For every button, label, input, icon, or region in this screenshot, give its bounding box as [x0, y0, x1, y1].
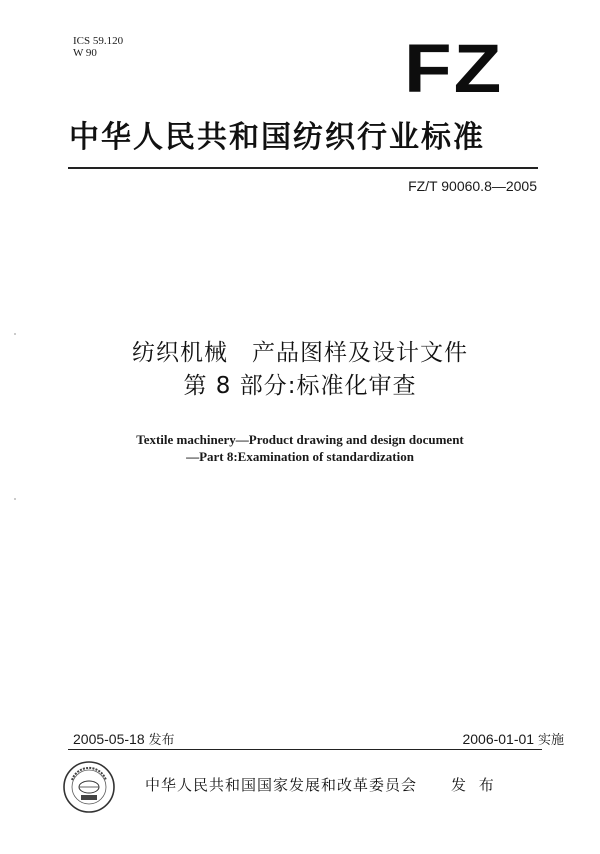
issue-date-block — [73, 731, 175, 749]
issue-label: 发布 — [148, 733, 175, 748]
standard-number: FZ/T 90060.8—2005 — [408, 178, 537, 194]
issuer-seal-icon — [62, 760, 116, 814]
issue-date: 2005-05-18 — [73, 731, 145, 747]
implement-label: 实施 — [537, 733, 564, 748]
implement-date-block — [462, 731, 564, 749]
issue-word: 发 布 — [451, 776, 498, 794]
title-zh-line2: 第 8 部分:标准化审查 — [183, 373, 417, 399]
title-zh-line1: 纺织机械 产品图样及设计文件 — [132, 340, 468, 366]
title-en-line1: Textile machinery—Product drawing and design document — [136, 432, 464, 447]
footer-rule — [68, 749, 542, 750]
header-rule — [68, 167, 538, 169]
standard-category-title: 中华人民共和国纺织行业标准 — [69, 120, 485, 155]
implement-date: 2006-01-01 — [462, 731, 535, 747]
scan-speck — [14, 498, 16, 500]
ccs-code: W 90 — [73, 47, 97, 59]
ics-code: ICS 59.120 — [73, 35, 124, 47]
fz-logo: FZ — [404, 29, 504, 108]
issuer-name: 中华人民共和国国家发展和改革委员会 — [145, 776, 418, 794]
scan-speck — [14, 333, 16, 335]
title-en-line2: —Part 8:Examination of standardization — [186, 449, 414, 464]
